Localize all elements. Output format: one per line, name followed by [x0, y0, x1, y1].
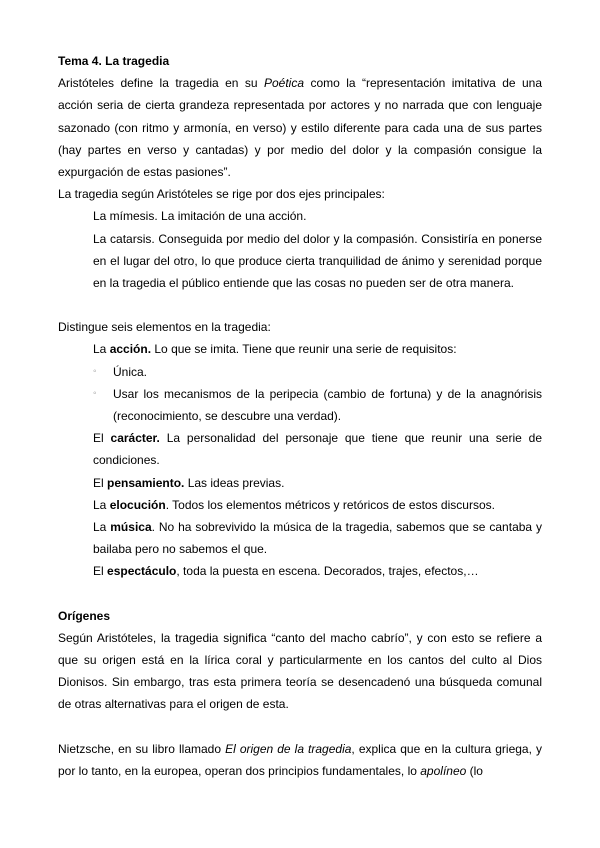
elements-intro: Distingue seis elementos en la tragedia: — [58, 320, 271, 335]
document-page — [58, 50, 542, 782]
poetica-title: Poética — [263, 76, 305, 91]
spacer — [58, 294, 542, 316]
section-title: Tema 4. La tragedia — [58, 54, 170, 68]
list-item: ◦ Única. — [93, 361, 542, 383]
element-pensamiento: El pensamiento. Las ideas previas. — [93, 475, 285, 490]
element-espectaculo: El espectáculo, toda la puesta en escena. Decorados, trajes, efectos,… — [93, 564, 479, 579]
axis-mimesis: La mímesis. La imitación de una acción. — [93, 209, 307, 224]
requisitos-list — [58, 361, 542, 428]
spacer — [58, 583, 542, 605]
spacer — [58, 716, 542, 738]
element-elocucion: La elocución. Todos los elementos métricos y retóricos de estos discursos. — [93, 497, 495, 512]
bullet-icon: ◦ — [93, 387, 97, 399]
origenes-paragraph-1: Según Aristóteles, la tragedia significa “canto del macho cabrío”, y con esto se refiere a que su origen está en la lírica coral y particularmente en los cantos del culto al Dios Dionisos. Sin embargo, tras esta primera teoría se desencadenó una búsqueda comunal de otras alternativas para el origen de esta. — [58, 630, 542, 712]
origenes-title: Orígenes — [58, 608, 111, 623]
element-musica: La música. No ha sobrevivido la música de la tragedia, sabemos que se cantaba y bailaba pero no sabemos el que. — [93, 520, 542, 557]
bullet-icon: ◦ — [93, 365, 97, 377]
axes-intro: La tragedia según Aristóteles se rige por dos ejes principales: — [58, 187, 385, 202]
origenes-paragraph-2: Nietzsche, en su libro llamado El origen de la tragedia, explica que en la cultura griega, y por lo tanto, en la europea, operan dos principios fundamentales, lo apolíneo (lo — [58, 741, 542, 778]
intro-paragraph: Aristóteles define la tragedia en su Poética como la “representación imitativa de una acción seria de cierta grandeza representada por actores y no narrada que con lenguaje sazonado (con ritmo y armonía, en verso) y estilo diferente para cada una de sus partes (hay partes en verso y cantadas) y por medio del dolor y la compasión consigue la expurgación de estas pasiones”. — [58, 76, 542, 180]
list-item: ◦ Usar los mecanismos de la peripecia (cambio de fortuna) y de la anagnórisis (reconocimiento, se descubre una verdad). — [93, 383, 542, 427]
element-accion: La acción. Lo que se imita. Tiene que reunir una serie de requisitos: — [93, 342, 457, 357]
axis-catarsis: La catarsis. Conseguida por medio del dolor y la compasión. Consistiría en ponerse en el lugar del otro, lo que produce cierta tranquilidad de ánimo y serenidad porque en la tragedia el público entiende que las cosas no pueden ser de otra manera. — [93, 231, 542, 291]
element-caracter: El carácter. La personalidad del personaje que tiene que reunir una serie de condiciones. — [93, 431, 542, 468]
